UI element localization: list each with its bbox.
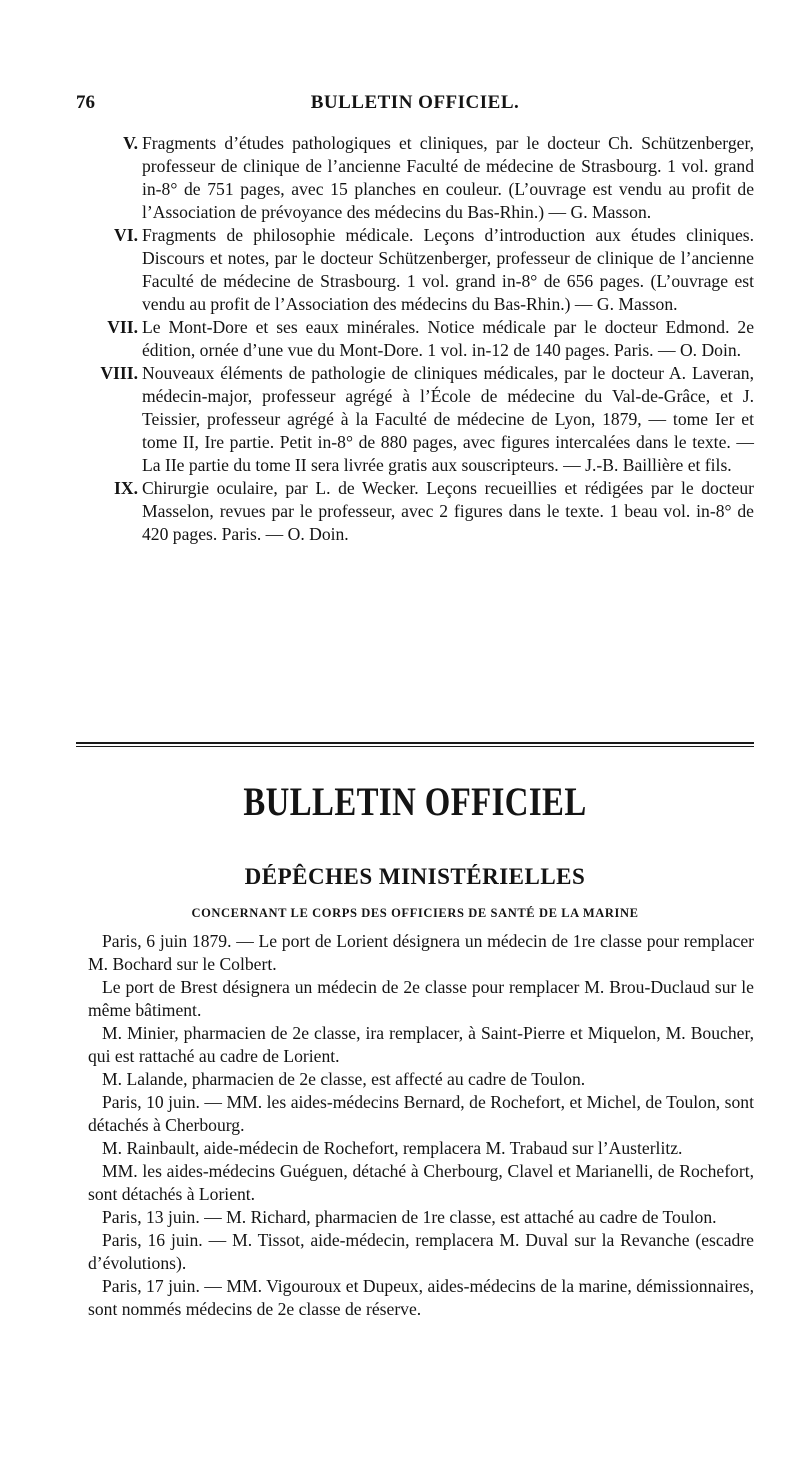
dispatch-paragraph: Paris, 10 juin. — MM. les aides-médecins Bernard, de Rochefort, et Michel, de Toulon, sont détachés à Cherbourg. [88, 1092, 754, 1135]
section-title: BULLETIN OFFICIEL [243, 779, 587, 824]
entry-number: VI. [114, 225, 138, 245]
bibliography-list [76, 132, 754, 546]
bibliography-entry [76, 477, 754, 546]
dispatch-paragraph: Paris, 6 juin 1879. — Le port de Lorient désignera un médecin de 1re classe pour remplacer M. Bochard sur le Colbert. [88, 931, 754, 974]
bibliography-entry [76, 316, 754, 362]
section-divider [76, 742, 754, 744]
bibliography-entry [76, 224, 754, 316]
entry-text: Chirurgie oculaire, par L. de Wecker. Leçons recueillies et rédigées par le docteur Masselon, revues par le professeur, avec 2 figures dans le texte. 1 beau vol. in-8° de 420 pages. Paris. — O. Doin. [142, 478, 754, 544]
running-head: BULLETIN OFFICIEL. [310, 92, 520, 113]
dispatch-paragraph: Le port de Brest désignera un médecin de 2e classe pour remplacer M. Brou-Duclaud sur le même bâtiment. [88, 977, 754, 1020]
section-divider-thin [76, 746, 754, 747]
dispatch-paragraph: Paris, 16 juin. — M. Tissot, aide-médecin, remplacera M. Duval sur la Revanche (escadre d’évolutions). [88, 1230, 754, 1273]
page-header [76, 92, 754, 122]
entry-number: V. [123, 133, 138, 153]
section-subsubtitle: CONCERNANT LE CORPS DES OFFICIERS DE SANTÉ DE LA MARINE [191, 906, 639, 920]
dispatch-paragraph: MM. les aides-médecins Guéguen, détaché à Cherbourg, Clavel et Marianelli, de Rochefort, sont détachés à Lorient. [88, 1161, 754, 1204]
entry-text: Le Mont-Dore et ses eaux minérales. Notice médicale par le docteur Edmond. 2e édition, ornée d’une vue du Mont-Dore. 1 vol. in-12 de 140 pages. Paris. — O. Doin. [142, 317, 754, 360]
dispatch-paragraph: M. Rainbault, aide-médecin de Rochefort, remplacera M. Trabaud sur l’Austerlitz. [102, 1138, 683, 1158]
entry-text: Fragments d’études pathologiques et cliniques, par le docteur Ch. Schützenberger, professeur de clinique de l’ancienne Faculté de médecine de Strasbourg. 1 vol. grand in-8° de 751 pages, avec 15 planches en couleur. (L’ouvrage est vendu au profit de l’Association de prévoyance des médecins du Bas-Rhin.) — G. Masson. [142, 133, 754, 222]
dispatch-paragraph: M. Lalande, pharmacien de 2e classe, est affecté au cadre de Toulon. [102, 1069, 586, 1089]
bibliography-entry [76, 362, 754, 477]
section-subtitle: DÉPÊCHES MINISTÉRIELLES [244, 864, 586, 889]
dispatch-paragraph: M. Minier, pharmacien de 2e classe, ira remplacer, à Saint-Pierre et Miquelon, M. Boucher, qui est rattaché au cadre de Lorient. [88, 1023, 754, 1066]
entry-number: VIII. [100, 363, 138, 383]
entry-number: IX. [114, 478, 138, 498]
dispatch-paragraph: Paris, 13 juin. — M. Richard, pharmacien de 1re classe, est attaché au cadre de Toulon. [102, 1207, 717, 1227]
bibliography-entry [76, 132, 754, 224]
entry-number: VII. [107, 317, 138, 337]
entry-text: Fragments de philosophie médicale. Leçons d’introduction aux études cliniques. Discours et notes, par le docteur Schützenberger, professeur de clinique de l’ancienne Faculté de médecine de Strasbourg. 1 vol. grand in-8° de 656 pages. (L’ouvrage est vendu au profit de l’Association des médecins du Bas-Rhin.) — G. Masson. [142, 225, 754, 314]
page-number: 76 [76, 92, 95, 113]
entry-text: Nouveaux éléments de pathologie de cliniques médicales, par le docteur A. Laveran, médecin-major, professeur agrégé à l’École de médecine du Val-de-Grâce, et J. Teissier, professeur agrégé à la Faculté de médecine de Lyon, 1879, — tome Ier et tome II, Ire partie. Petit in-8° de 880 pages, avec figures intercalées dans le texte. — La IIe partie du tome II sera livrée gratis aux souscripteurs. — J.-B. Baillière et fils. [142, 363, 754, 475]
dispatch-list [88, 930, 754, 1321]
dispatch-paragraph: Paris, 17 juin. — MM. Vigouroux et Dupeux, aides-médecins de la marine, démissionnaires, sont nommés médecins de 2e classe de réserve. [88, 1276, 754, 1319]
